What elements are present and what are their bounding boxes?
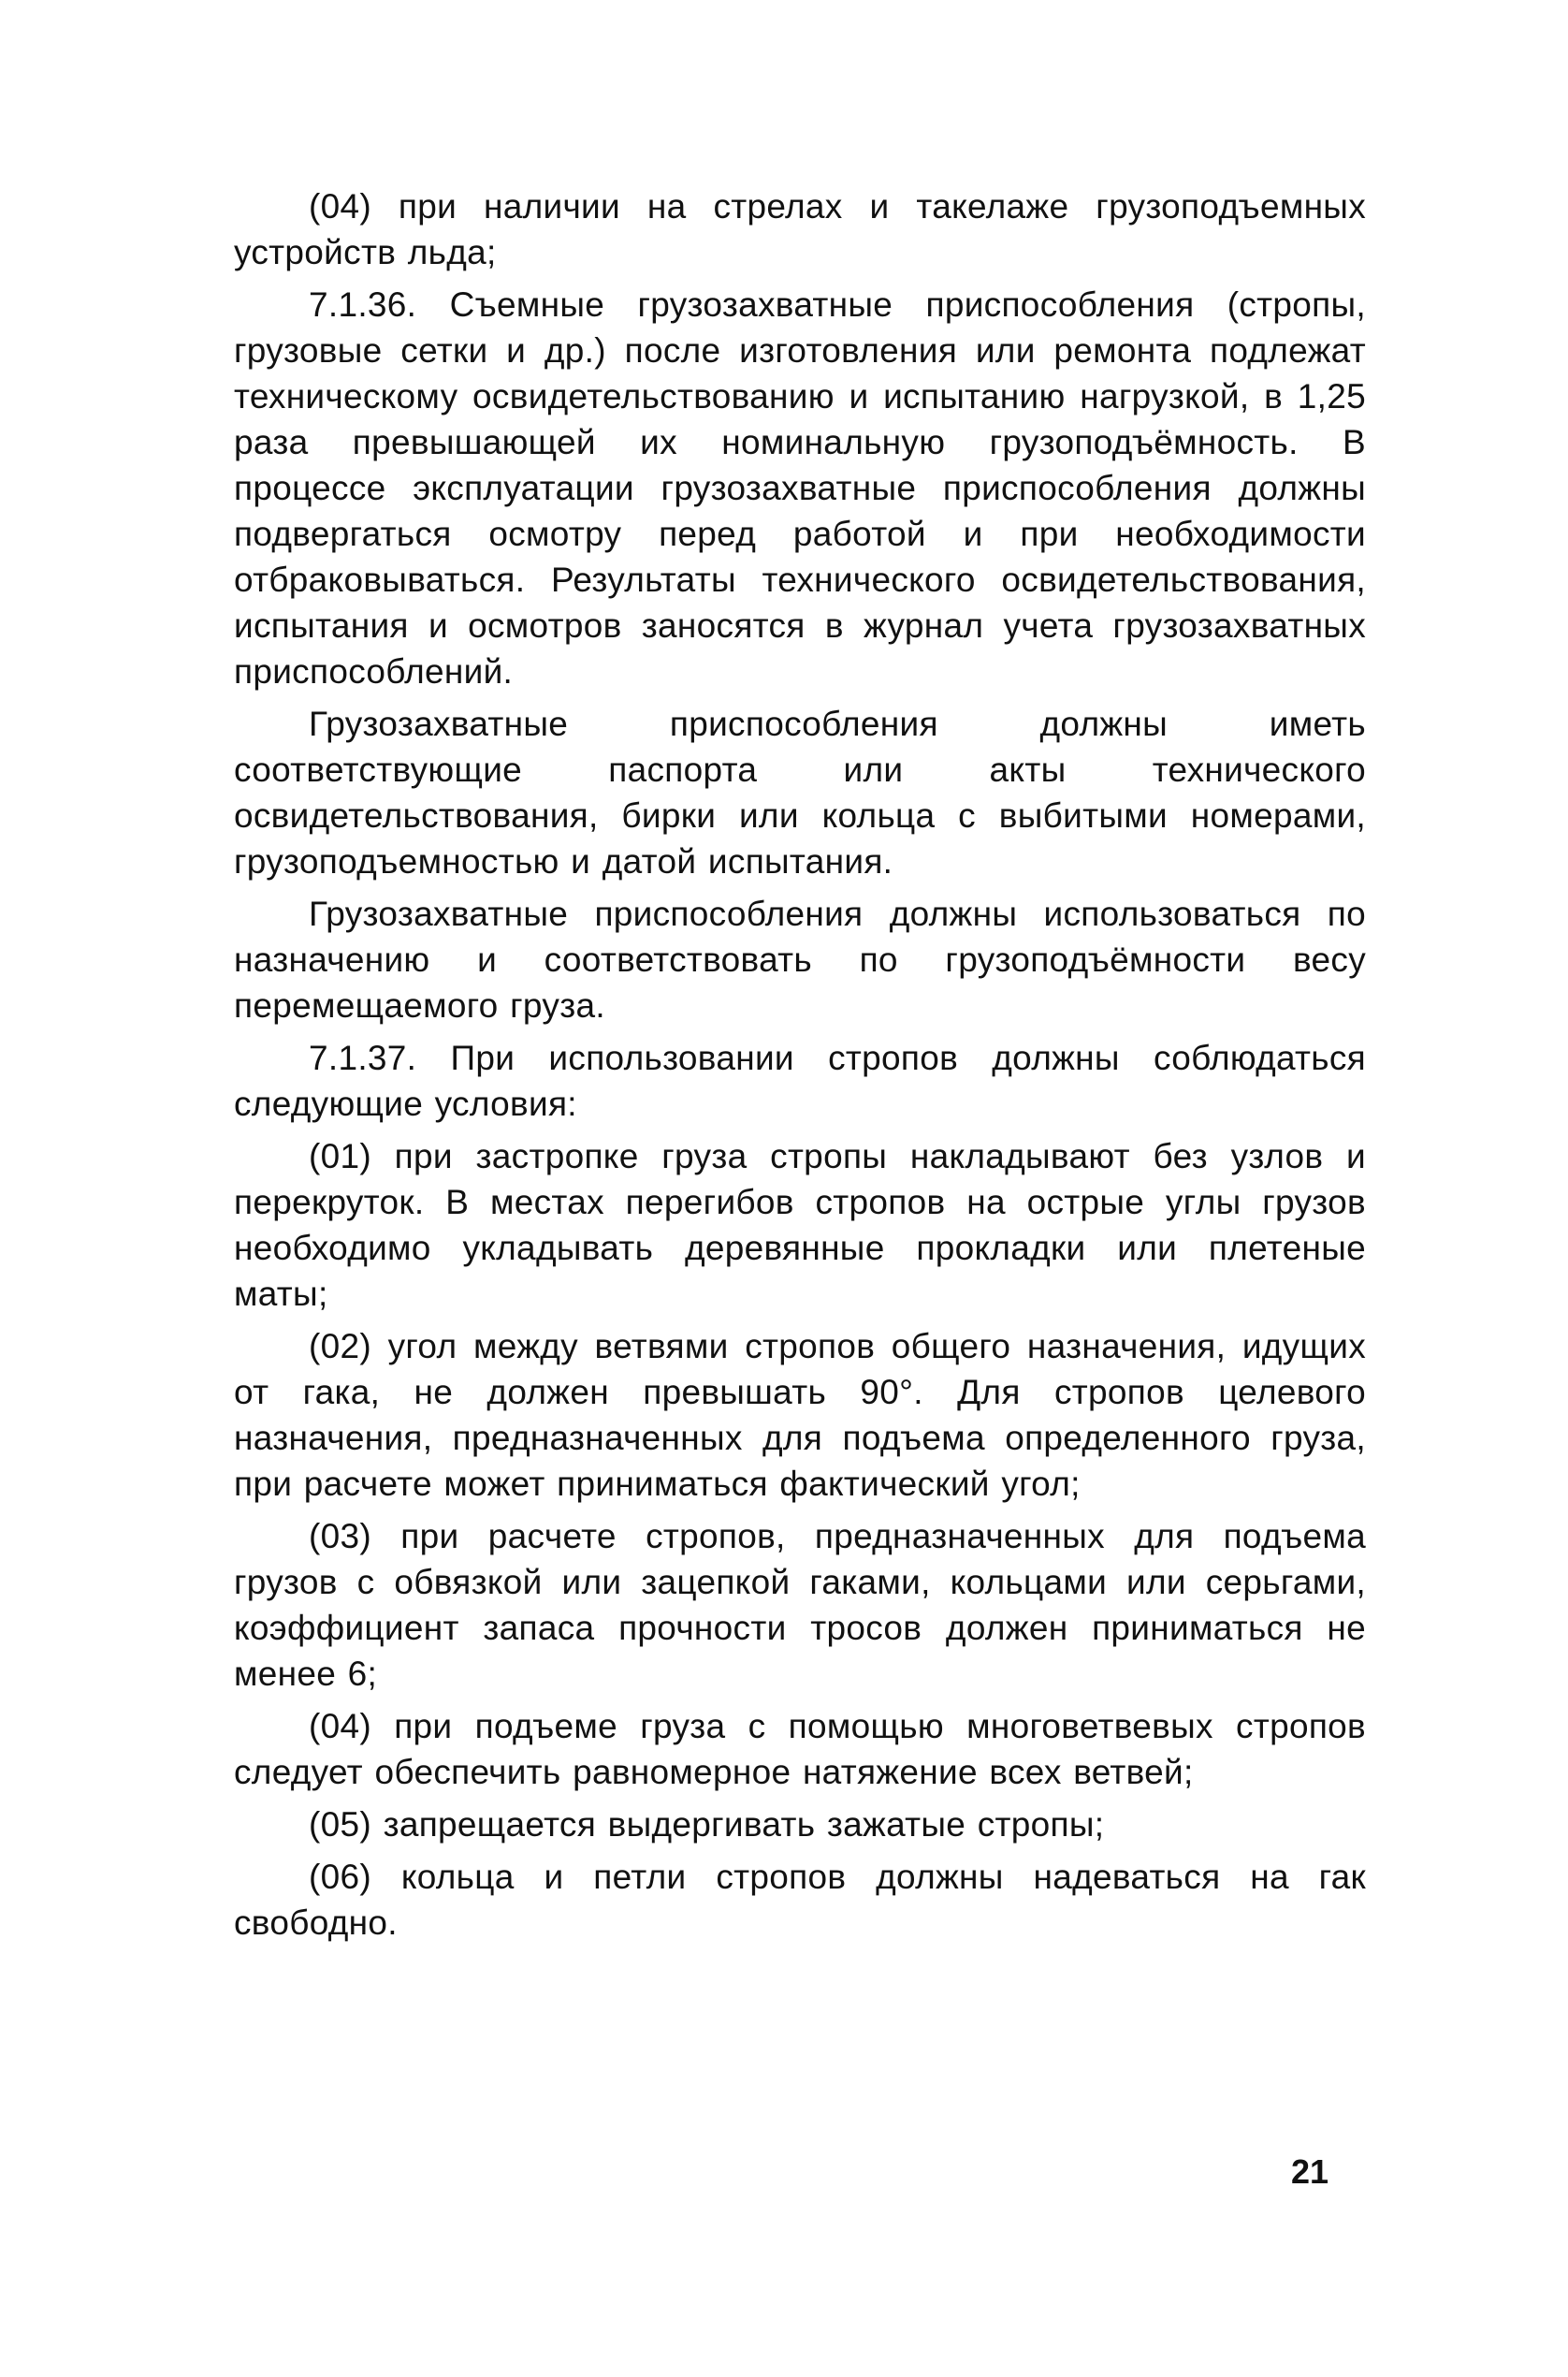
list-item-04: (04) при подъеме груза с помощью многоветвевых стропов следует обеспечить равномерное натяжение всех ветвей;	[234, 1707, 1366, 1791]
document-body	[234, 183, 1366, 1952]
list-item-03: (03) при расчете стропов, предназначенных для подъема грузов с обвязкой или зацепкой гаками, кольцами или серьгами, коэффициент запаса прочности тросов должен приниматься не менее 6;	[234, 1517, 1366, 1693]
paragraph-passports: Грузозахватные приспособления должны иметь соответствующие паспорта или акты технического освидетельствования, бирки или кольца с выбитыми номерами, грузоподъемностью и датой испытания.	[234, 705, 1366, 881]
paragraph-7-1-36: 7.1.36. Съемные грузозахватные приспособления (стропы, грузовые сетки и др.) после изготовления или ремонта подлежат техническому освидетельствованию и испытанию нагрузкой, в 1,25 раза превышающей их номинальную грузоподъёмность. В процессе эксплуатации грузозахватные приспособления должны подвергаться осмотру перед работой и при необходимости отбраковываться. Результаты технического освидетельствования, испытания и осмотров заносятся в журнал учета грузозахватных приспособлений.	[234, 285, 1366, 691]
list-item-01: (01) при застропке груза стропы накладывают без узлов и перекруток. В местах перегибов стропов на острые углы грузов необходимо укладывать деревянные прокладки или плетеные маты;	[234, 1137, 1366, 1313]
list-item-05: (05) запрещается выдергивать зажатые стропы;	[309, 1805, 1105, 1844]
paragraph-usage: Грузозахватные приспособления должны использоваться по назначению и соответствовать по грузоподъёмности весу перемещаемого груза.	[234, 895, 1366, 1025]
paragraph-04-ice: (04) при наличии на стрелах и такелаже грузоподъемных устройств льда;	[234, 187, 1366, 271]
list-item-02: (02) угол между ветвями стропов общего назначения, идущих от гака, не должен превышать 90°. Для стропов целевого назначения, предназначенных для подъема определенного груза, при расчете может приниматься фактический угол;	[234, 1327, 1366, 1503]
paragraph-7-1-37: 7.1.37. При использовании стропов должны соблюдаться следующие условия:	[234, 1039, 1366, 1123]
list-item-06: (06) кольца и петли стропов должны надеваться на гак свободно.	[234, 1858, 1366, 1942]
page-number: 21	[1291, 2152, 1329, 2191]
